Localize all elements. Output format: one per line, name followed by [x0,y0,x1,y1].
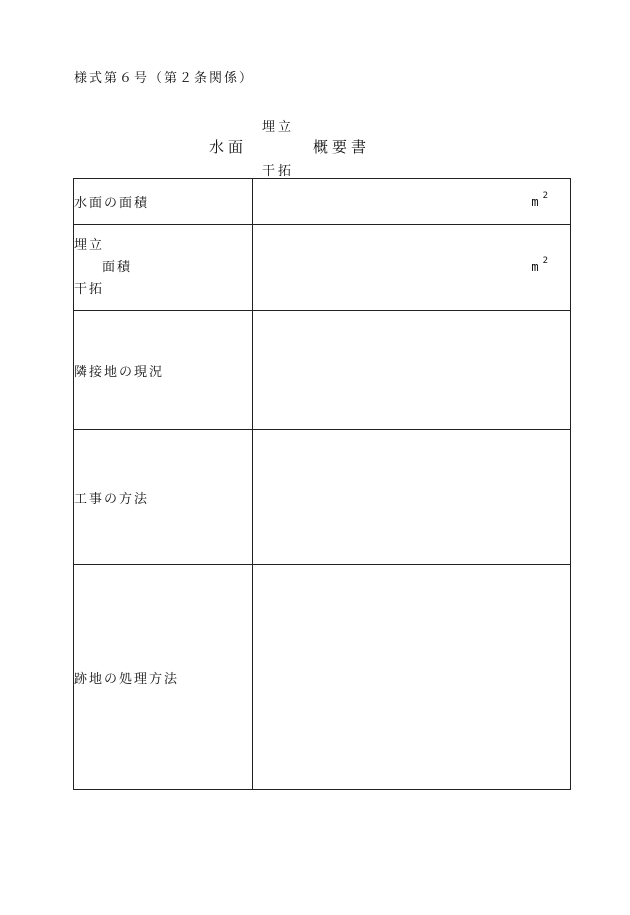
table-row-site-disposal [74,565,571,790]
table-row-construction [74,430,571,565]
reclaim-label-kantaku: 干拓 [74,281,105,297]
overview-form-table [73,178,571,790]
table-row-adjacent [74,311,571,430]
title-prefix: 水面 [209,138,248,156]
construction-method-label: 工事の方法 [74,430,253,565]
reclaim-label-umetate: 埋立 [74,237,105,253]
site-disposal-label: 跡地の処理方法 [74,565,253,790]
table-row-water-area [74,179,571,225]
water-area-value-field[interactable] [253,179,571,225]
water-area-label: 水面の面積 [74,179,253,225]
reclaim-label-area: 面積 [102,259,133,275]
form-number-label: 様式第６号（第２条関係） [74,71,255,86]
reclaim-area-label [74,225,253,311]
adjacent-land-field[interactable] [253,311,571,430]
reclaim-area-unit: m $^2$ [531,256,548,274]
title-option-kantaku: 干拓 [262,164,295,179]
reclaim-area-value-field[interactable] [253,225,571,311]
construction-method-field[interactable] [253,430,571,565]
title-suffix: 概要書 [313,138,371,156]
table-row-reclaim-area [74,225,571,311]
adjacent-land-label: 隣接地の現況 [74,311,253,430]
site-disposal-field[interactable] [253,565,571,790]
title-option-umetate: 埋立 [262,120,295,135]
water-area-unit: m $^2$ [531,191,548,209]
